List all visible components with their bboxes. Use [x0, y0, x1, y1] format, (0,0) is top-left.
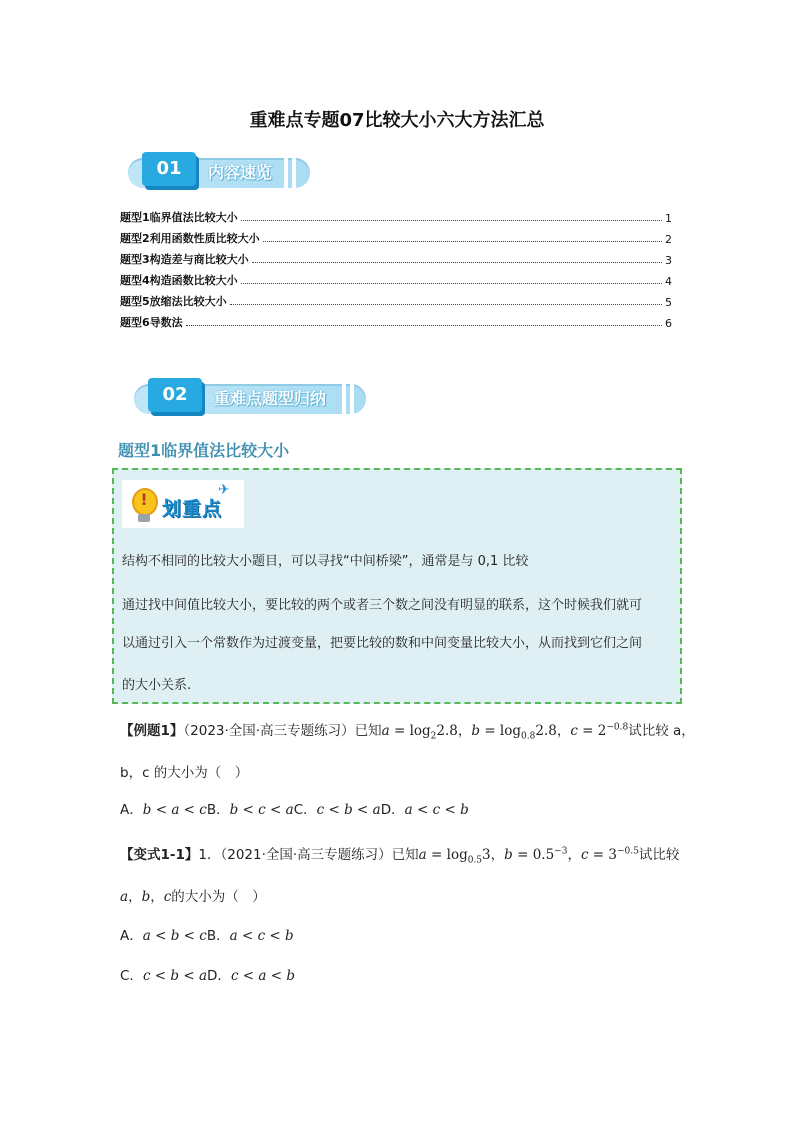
toc-item[interactable]: 题型6导数法 6 [120, 316, 672, 330]
table-of-contents [120, 204, 672, 330]
math-expression: $a = \log_{0.5}3$，$b = 0.5^{-3}$，$c = 3^{-0.5}$ [418, 846, 639, 866]
lightbulb-base-icon [138, 514, 150, 522]
option-a[interactable]: a < b < c [142, 928, 207, 944]
toc-item[interactable]: 题型1临界值法比较大小 1 [120, 211, 672, 225]
keypoint-logo [122, 480, 244, 528]
page-title: 重难点专题07比较大小六大方法汇总 [249, 110, 545, 131]
section-number: 02 [148, 378, 202, 412]
option-a[interactable]: b < a < c [142, 802, 207, 818]
keypoint-text: 结构不相同的比较大小题目，可以寻找“中间桥梁”，通常是与 0,1 比较 [122, 554, 529, 569]
paper-plane-icon: ✈ [218, 482, 230, 498]
section-banner-contents [128, 152, 310, 192]
option-b[interactable]: a < c < b [229, 928, 294, 944]
toc-item[interactable]: 题型4构造函数比较大小 4 [120, 274, 672, 288]
option-c[interactable]: c < b < a [316, 802, 381, 818]
keypoint-text: 的大小关系. [122, 678, 192, 693]
variant-question-line2: a，b，c的大小为（ ） [120, 889, 266, 905]
banner-stripe [350, 384, 354, 414]
variant-question: 【变式1-1】1．（2021·全国·高三专题练习）已知$a = \log_{0.5}3$，$b = 0.5^{-3}$，$c = 3^{-0.5}$试比较 [120, 846, 680, 866]
variant-options-cd: C．c < b < aD．c < a < b [120, 968, 296, 984]
keypoint-box [112, 468, 682, 704]
section-banner-types [134, 378, 366, 418]
option-d[interactable]: c < a < b [230, 968, 296, 984]
example-options: A．b < a < cB．b < c < aC．c < b < aD．a < c < b [120, 802, 469, 818]
option-b[interactable]: b < c < a [229, 802, 294, 818]
toc-item[interactable]: 题型3构造差与商比较大小 3 [120, 253, 672, 267]
keypoint-text: 通过找中间值比较大小，要比较的两个或者三个数之间没有明显的联系，这个时候我们就可 [122, 598, 643, 613]
example-question: 【例题1】（2023·全国·高三专题练习）已知$a = \log_22.8$，$b = \log_{0.8}2.8$，$c = 2^{-0.8}$试比较 a， [120, 722, 695, 742]
option-c[interactable]: c < b < a [142, 968, 208, 984]
exclamation-icon: ! [140, 490, 148, 509]
section-label: 重难点题型归纳 [214, 389, 327, 408]
section-number: 01 [142, 152, 196, 186]
banner-stripe [292, 158, 296, 188]
math-expression: $a = \log_22.8$，$b = \log_{0.8}2.8$，$c = 2^{-0.8}$ [381, 722, 629, 742]
toc-item[interactable]: 题型5放缩法比较大小 5 [120, 295, 672, 309]
toc-item[interactable]: 题型2利用函数性质比较大小 2 [120, 232, 672, 246]
keypoint-text: 以通过引入一个常数作为过渡变量，把要比较的数和中间变量比较大小，从而找到它们之间 [122, 636, 643, 651]
section-label: 内容速览 [208, 163, 273, 182]
example-question-line2: b，c 的大小为（ ） [120, 765, 249, 781]
banner-stripe [284, 158, 288, 188]
option-d[interactable]: a < c < b [404, 802, 469, 818]
variant-options-ab: A．a < b < cB．a < c < b [120, 928, 294, 944]
keypoint-logo-text: 划重点 [162, 498, 223, 520]
type-heading: 题型1临界值法比较大小 [118, 441, 290, 460]
banner-stripe [342, 384, 346, 414]
